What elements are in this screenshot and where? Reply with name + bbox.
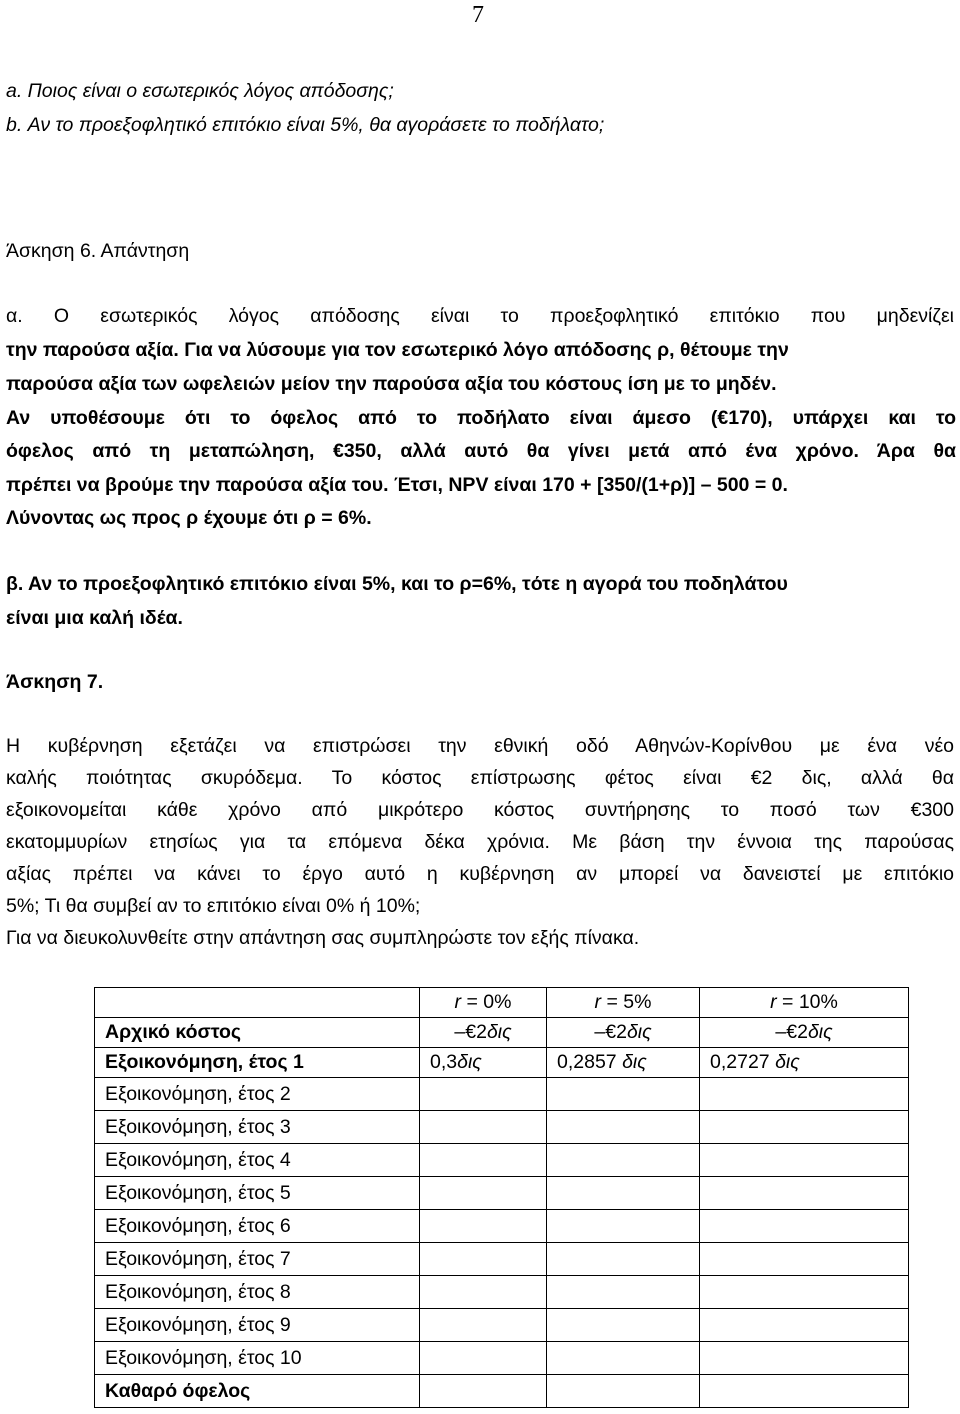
table-row bbox=[95, 1078, 909, 1111]
answer6-line: Λύνοντας ως προς ρ έχουμε ότι ρ = 6%. bbox=[6, 507, 372, 529]
table-cell: 0,2727 δις bbox=[700, 1048, 909, 1078]
table-cell bbox=[700, 1078, 909, 1111]
row-label: Εξοικονόμηση, έτος 1 bbox=[95, 1048, 420, 1078]
rate-variable: r bbox=[770, 991, 777, 1013]
table-cell bbox=[547, 1309, 700, 1342]
row-label: Εξοικονόμηση, έτος 9 bbox=[95, 1309, 420, 1342]
answer6-line: πρέπει να βρούμε την παρούσα αξία του. Έτσι, NPV είναι 170 + [350/(1+ρ)] – 500 = 0. bbox=[6, 474, 788, 496]
row-label: Εξοικονόμηση, έτος 7 bbox=[95, 1243, 420, 1276]
answer6-line: α. Ο εσωτερικός λόγος απόδοσης είναι το προεξοφλητικό επιτόκιο που μηδενίζει bbox=[6, 305, 954, 327]
table-row bbox=[95, 1375, 909, 1408]
answer6-line-text: την παρούσα αξία. Για να λύσουμε για τον εσωτερικό λόγο απόδοσης ρ, θέτουμε την bbox=[6, 339, 789, 361]
table-row bbox=[95, 1177, 909, 1210]
table-cell: –€2δις bbox=[547, 1018, 700, 1048]
table-row bbox=[95, 1048, 909, 1078]
question-a: a. Ποιος είναι ο εσωτερικός λόγος απόδοσης; bbox=[6, 80, 394, 102]
row-label: Εξοικονόμηση, έτος 4 bbox=[95, 1144, 420, 1177]
table-cell bbox=[420, 1309, 547, 1342]
table-row bbox=[95, 1144, 909, 1177]
question-b: b. Αν το προεξοφλητικό επιτόκιο είναι 5%, θα αγοράσετε το ποδήλατο; bbox=[6, 114, 605, 136]
table-cell bbox=[420, 1210, 547, 1243]
table-cell bbox=[700, 1177, 909, 1210]
table-row bbox=[95, 1210, 909, 1243]
table-cell bbox=[420, 1342, 547, 1375]
table-cell bbox=[700, 1111, 909, 1144]
row-label: Αρχικό κόστος bbox=[95, 1018, 420, 1048]
answer6-line: Αν υποθέσουμε ότι το όφελος από το ποδήλατο είναι άμεσο (€170), υπάρχει και το bbox=[6, 407, 956, 429]
table-cell bbox=[547, 1111, 700, 1144]
table-row bbox=[95, 1276, 909, 1309]
table-cell bbox=[700, 1243, 909, 1276]
table-header-cell: r = 10% bbox=[700, 988, 909, 1018]
table-row bbox=[95, 1309, 909, 1342]
table-cell bbox=[700, 1210, 909, 1243]
answer6-heading: Άσκηση 6. Απάντηση bbox=[6, 240, 190, 262]
table-header-row bbox=[95, 988, 909, 1018]
table-row bbox=[95, 1342, 909, 1375]
table-cell bbox=[547, 1243, 700, 1276]
row-label: Εξοικονόμηση, έτος 10 bbox=[95, 1342, 420, 1375]
table-cell bbox=[420, 1177, 547, 1210]
table-cell bbox=[547, 1144, 700, 1177]
exercise7-line: 5%; Τι θα συμβεί αν το επιτόκιο είναι 0% ή 10%; bbox=[6, 895, 421, 917]
exercise7-line: εκατομμυρίων ετησίως για τα επόμενα δέκα χρόνια. Με βάση την έννοια της παρούσας bbox=[6, 831, 954, 853]
row-label: Εξοικονόμηση, έτος 5 bbox=[95, 1177, 420, 1210]
table-row bbox=[95, 1018, 909, 1048]
answer6-line: όφελος από τη μεταπώληση, €350, αλλά αυτό θα γίνει μετά από ένα χρόνο. Άρα θα bbox=[6, 440, 956, 462]
rate-variable: r bbox=[594, 991, 602, 1013]
exercise7-line: Η κυβέρνηση εξετάζει να επιστρώσει την εθνική οδό Αθηνών-Κορίνθου με ένα νέο bbox=[6, 735, 954, 757]
row-label: Εξοικονόμηση, έτος 2 bbox=[95, 1078, 420, 1111]
table-cell: 0,2857 δις bbox=[547, 1048, 700, 1078]
table-cell: –€2δις bbox=[420, 1018, 547, 1048]
unit-label: δις bbox=[807, 1021, 833, 1043]
table-cell bbox=[420, 1111, 547, 1144]
table-row bbox=[95, 1243, 909, 1276]
table-row bbox=[95, 1111, 909, 1144]
table-cell bbox=[547, 1177, 700, 1210]
table-cell bbox=[420, 1243, 547, 1276]
unit-label: δις bbox=[775, 1051, 800, 1073]
table-header-cell: r = 5% bbox=[547, 988, 700, 1018]
table-cell bbox=[700, 1276, 909, 1309]
unit-label: δις bbox=[626, 1021, 652, 1043]
table-cell bbox=[700, 1342, 909, 1375]
answer6-line: παρούσα αξία των ωφελειών μείον την παρούσα αξία του κόστους ίση με το μηδέν. bbox=[6, 373, 777, 395]
row-label: Καθαρό όφελος bbox=[95, 1375, 420, 1408]
table-cell: –€2δις bbox=[700, 1018, 909, 1048]
row-label: Εξοικονόμηση, έτος 6 bbox=[95, 1210, 420, 1243]
exercise7-line: Για να διευκολυνθείτε στην απάντηση σας συμπληρώστε τον εξής πίνακα. bbox=[6, 927, 640, 949]
exercise7-line: αξίας πρέπει να κάνει το έργο αυτό η κυβέρνηση αν μπορεί να δανειστεί με επιτόκιο bbox=[6, 863, 954, 885]
exercise7-heading: Άσκηση 7. bbox=[6, 671, 104, 693]
exercise7-line: εξοικονομείται κάθε χρόνο από μικρότερο κόστος συντήρησης το ποσό των €300 bbox=[6, 799, 954, 821]
table-cell bbox=[547, 1210, 700, 1243]
answer6-b-line: β. Αν το προεξοφλητικό επιτόκιο είναι 5%, και το ρ=6%, τότε η αγορά του ποδηλάτου bbox=[6, 573, 788, 595]
table-cell bbox=[420, 1078, 547, 1111]
unit-label: δις bbox=[622, 1051, 647, 1073]
answer6-b-line: είναι μια καλή ιδέα. bbox=[6, 607, 183, 629]
table-cell bbox=[420, 1144, 547, 1177]
table-cell bbox=[547, 1342, 700, 1375]
page-number: 7 bbox=[472, 2, 484, 28]
table-cell bbox=[700, 1309, 909, 1342]
table-header-cell: r = 0% bbox=[420, 988, 547, 1018]
table-cell: 0,3δις bbox=[420, 1048, 547, 1078]
row-label: Εξοικονόμηση, έτος 8 bbox=[95, 1276, 420, 1309]
table-cell bbox=[420, 1375, 547, 1408]
table-cell bbox=[420, 1276, 547, 1309]
rate-variable: r bbox=[454, 991, 462, 1013]
pv-table bbox=[94, 987, 909, 1408]
table-cell bbox=[547, 1078, 700, 1111]
answer6-line bbox=[6, 338, 789, 362]
table-cell bbox=[547, 1375, 700, 1408]
exercise7-line: καλής ποιότητας σκυρόδεμα. Το κόστος επίστρωσης φέτος είναι €2 δις, αλλά θα bbox=[6, 767, 954, 789]
unit-label: δις bbox=[457, 1051, 482, 1073]
table-cell bbox=[700, 1144, 909, 1177]
unit-label: δις bbox=[486, 1021, 512, 1043]
table-header-cell bbox=[95, 988, 420, 1018]
table-cell bbox=[700, 1375, 909, 1408]
row-label: Εξοικονόμηση, έτος 3 bbox=[95, 1111, 420, 1144]
table-cell bbox=[547, 1276, 700, 1309]
